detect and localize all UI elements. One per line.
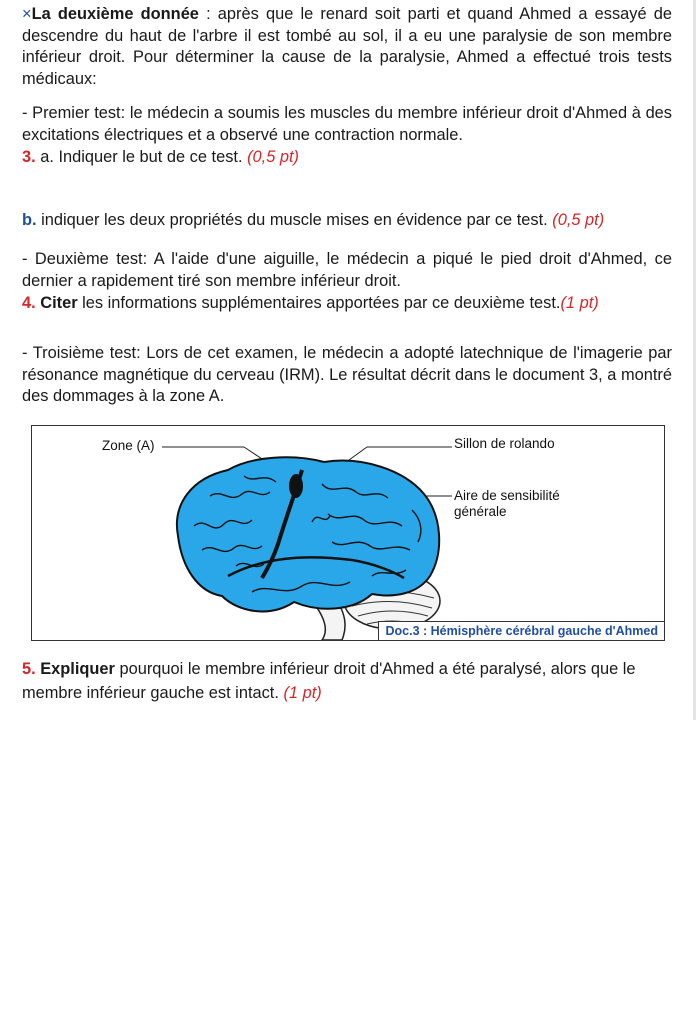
intro-text: : après que le renard soit parti et quand Ahmed a essayé de descendre du haut de l'arbre il est tombé au sol, il a eu une paralysie de son membre inférieur droit. Pour déterminer la cause de la paralysie, Ahmed a effectué trois tests médicaux:: [22, 5, 672, 88]
question-3-points: (0,5 pt): [247, 148, 299, 166]
question-b-number: b.: [22, 211, 37, 229]
question-3-text: a. Indiquer le but de ce test.: [35, 148, 248, 166]
second-test-paragraph: [22, 249, 672, 292]
question-3-number: 3.: [22, 148, 36, 166]
question-4-text: les informations supplémentaires apportées par ce deuxième test.: [77, 294, 561, 312]
question-4-points: (1 pt): [560, 294, 599, 312]
question-5-points: (1 pt): [283, 684, 322, 702]
brain-figure: [31, 425, 665, 641]
question-4-verb: Citer: [40, 294, 78, 312]
third-test-text: - Troisième test: Lors de cet examen, le médecin a adopté latechnique de l'imagerie par résonance magnétique du cerveau (IRM). Le résultat décrit dans le document 3, a montré des dommages à la zone A.: [22, 344, 672, 405]
question-4: [22, 293, 672, 315]
label-zone-a: Zone (A): [102, 438, 155, 453]
label-aire-sensibilite-line1: Aire de sensibilité: [454, 488, 560, 503]
zone-a-lesion: [289, 474, 303, 498]
question-3b: [22, 210, 672, 232]
intro-paragraph: [22, 4, 672, 90]
question-b-points: (0,5 pt): [552, 211, 605, 229]
figure-caption: Doc.3 : Hémisphère cérébral gauche d'Ahmed: [378, 621, 664, 640]
question-3a: [22, 147, 672, 169]
label-aire-sensibilite-line2: générale: [454, 504, 507, 519]
second-test-text: - Deuxième test: A l'aide d'une aiguille, le médecin a piqué le pied droit d'Ahmed, ce dernier a rapidement tiré son membre inférieur droit.: [22, 250, 672, 290]
question-b-text: indiquer les deux propriétés du muscle mises en évidence par ce test.: [36, 211, 553, 229]
question-5-text: pourquoi le membre inférieur droit d'Ahmed a été paralysé, alors que le membre inférieur gauche est intact.: [22, 660, 636, 702]
label-sillon-rolando: Sillon de rolando: [454, 436, 555, 451]
question-5-verb: Expliquer: [40, 660, 115, 678]
first-test-paragraph: [22, 103, 672, 146]
cerebral-hemisphere: [177, 457, 439, 611]
brain-illustration: [32, 426, 664, 640]
third-test-paragraph: [22, 343, 672, 408]
question-5-number: 5.: [22, 660, 36, 678]
question-5: [22, 657, 672, 705]
cross-marker: ×: [22, 5, 32, 23]
intro-title: La deuxième donnée: [31, 5, 199, 23]
first-test-text: - Premier test: le médecin a soumis les muscles du membre inférieur droit d'Ahmed à des excitations électriques et a observé une contraction normale.: [22, 104, 672, 144]
question-4-number: 4.: [22, 294, 36, 312]
